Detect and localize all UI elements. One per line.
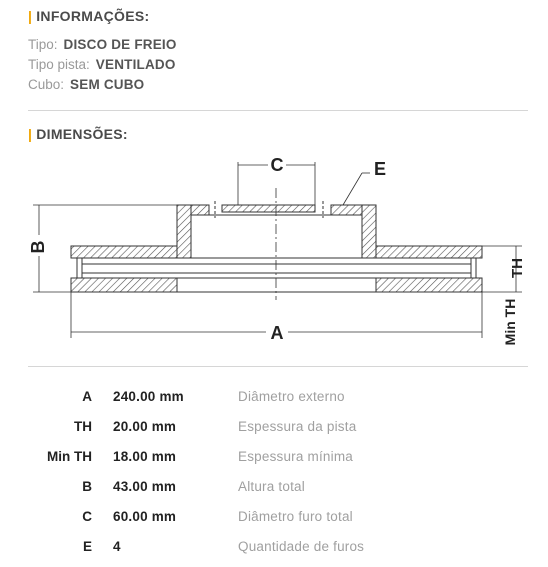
info-row-cubo — [28, 77, 144, 92]
dimension-value: 4 — [113, 539, 121, 554]
info-label: Tipo: — [28, 37, 58, 52]
upper-ring-left — [71, 246, 177, 258]
dimension-description: Quantidade de furos — [238, 539, 365, 554]
dimension-value: 60.00 mm — [113, 509, 177, 524]
hat-flange — [191, 205, 209, 215]
info-value: SEM CUBO — [70, 77, 145, 92]
lower-ring-right — [376, 278, 482, 292]
dim-e-leader — [343, 173, 362, 205]
accent-bar: | — [28, 8, 33, 24]
brake-disc-drawing — [0, 150, 548, 350]
dimension-row — [0, 419, 548, 439]
info-section-title — [28, 8, 149, 24]
dimension-code: B — [82, 479, 92, 494]
dimension-row — [0, 389, 548, 409]
dimension-row — [0, 509, 548, 529]
label-th: TH — [509, 258, 526, 278]
dimension-description: Altura total — [238, 479, 305, 494]
dimension-code: A — [82, 389, 92, 404]
hat-wall-left — [177, 205, 191, 258]
info-label: Tipo pista: — [28, 57, 90, 72]
dimension-description: Espessura da pista — [238, 419, 357, 434]
section-divider — [28, 366, 528, 367]
section-divider — [28, 110, 528, 111]
hat-flange — [222, 205, 315, 212]
dimension-description: Diâmetro externo — [238, 389, 345, 404]
info-row-tipo-pista — [28, 57, 176, 72]
dimension-code: C — [82, 509, 92, 524]
label-min-th: Min TH — [502, 298, 518, 346]
dimensions-section-title — [28, 126, 128, 142]
lower-ring-center — [177, 278, 376, 292]
hat-wall-right — [362, 205, 376, 258]
dimension-description: Espessura mínima — [238, 449, 353, 464]
label-b: B — [28, 240, 48, 254]
info-value: VENTILADO — [95, 57, 176, 72]
lower-ring-left — [71, 278, 177, 292]
info-row-tipo — [28, 37, 177, 52]
dimension-value: 240.00 mm — [113, 389, 184, 404]
info-title-text: INFORMAÇÕES: — [36, 8, 150, 24]
label-a: A — [270, 323, 284, 343]
dimension-value: 20.00 mm — [113, 419, 177, 434]
accent-bar: | — [28, 126, 33, 142]
dimension-code: Min TH — [47, 449, 92, 464]
dimension-code: E — [82, 539, 92, 554]
dimension-row — [0, 449, 548, 469]
dimensions-title-text: DIMENSÕES: — [36, 126, 128, 142]
upper-ring-right — [376, 246, 482, 258]
dimension-description: Diâmetro furo total — [238, 509, 353, 524]
info-label: Cubo: — [28, 77, 65, 92]
hat-flange — [331, 205, 362, 215]
dimension-row — [0, 539, 548, 559]
info-value: DISCO DE FREIO — [63, 37, 177, 52]
label-e: E — [373, 159, 387, 179]
dimension-value: 43.00 mm — [113, 479, 177, 494]
dimension-code: TH — [74, 419, 92, 434]
dimension-row — [0, 479, 548, 499]
label-c: C — [270, 155, 284, 175]
dimension-value: 18.00 mm — [113, 449, 177, 464]
